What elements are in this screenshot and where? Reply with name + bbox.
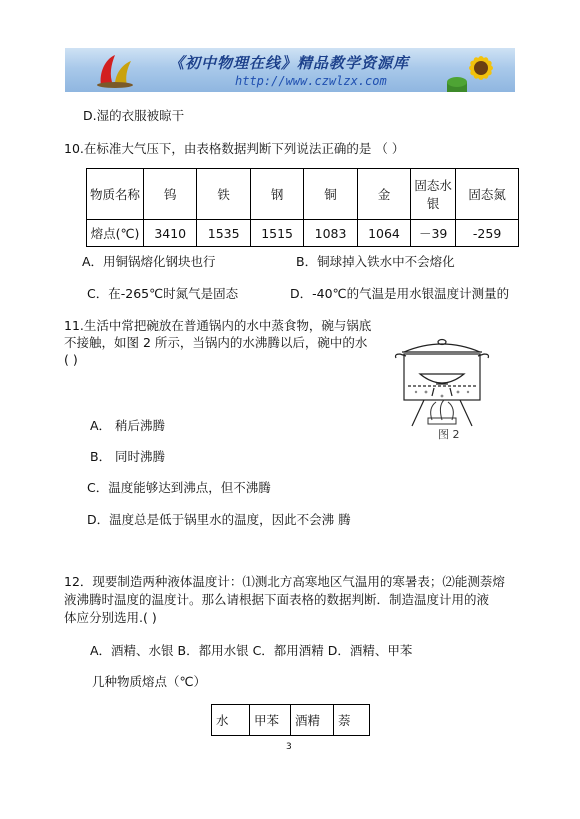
- q11-stem-line3: ( ): [64, 352, 78, 367]
- q10-stem: 10.在标准大气压下，由表格数据判断下列说法正确的是 （ ）: [64, 141, 405, 156]
- q11-option-d: D．温度总是低于锅里水的温度，因此不会沸 腾: [87, 512, 351, 527]
- q10-melting-point-table: [86, 168, 519, 247]
- table-cell: 固态水银: [411, 169, 456, 220]
- header-banner: [65, 48, 515, 92]
- table-cell: 甲苯: [250, 705, 291, 736]
- table-cell: 熔点(℃): [87, 220, 144, 247]
- q11-option-a: A． 稍后沸腾: [90, 418, 166, 433]
- q11-option-c: C．温度能够达到沸点，但不沸腾: [87, 480, 271, 495]
- table-cell: 钨: [144, 169, 197, 220]
- page-number: 3: [286, 742, 292, 752]
- q12-stem-line2: 液沸腾时温度的温度计。那么请根据下面表格的数据判断．制造温度计用的液: [64, 592, 490, 607]
- sunflower-icon: [447, 48, 513, 92]
- header-title: 《初中物理在线》精品教学资源库: [169, 54, 410, 72]
- site-logo-icon: [95, 51, 137, 89]
- table-cell: 铜: [304, 169, 357, 220]
- table-cell: 水: [212, 705, 250, 736]
- table-cell: 固态氮: [456, 169, 519, 220]
- table-row: [87, 220, 519, 247]
- figure-caption: 图 2: [438, 428, 460, 441]
- table-cell: -259: [456, 220, 519, 247]
- table-cell: 酒精: [291, 705, 334, 736]
- table-cell: 3410: [144, 220, 197, 247]
- table-cell: 物质名称: [87, 169, 144, 220]
- q10-option-b: B．铜球掉入铁水中不会熔化: [296, 254, 455, 269]
- table-cell: －39: [411, 220, 456, 247]
- figure-2: [392, 330, 492, 442]
- table-header-row: [87, 169, 519, 220]
- q10-option-c: C．在-265℃时氮气是固态: [87, 286, 239, 301]
- q10-option-a: A．用铜锅熔化钢块也行: [82, 254, 216, 269]
- q12-stem-line3: 体应分别选用.( ): [64, 610, 157, 625]
- q12-melting-point-table: [211, 704, 370, 736]
- q11-option-b: B． 同时沸腾: [90, 449, 166, 464]
- table-cell: 1083: [304, 220, 357, 247]
- table-cell: 钢: [250, 169, 303, 220]
- q12-options: A．酒精、水银 B．都用水银 C．都用酒精 D．酒精、甲苯: [90, 643, 413, 658]
- q11-stem-line2: 不接触，如图 2 所示，当锅内的水沸腾以后，碗中的水: [64, 335, 368, 350]
- q11-stem-line1: 11.生活中常把碗放在普通锅内的水中蒸食物，碗与锅底: [64, 318, 372, 333]
- table-cell: 金: [357, 169, 410, 220]
- q12-table-title: 几种物质熔点（℃）: [92, 674, 207, 689]
- table-cell: 1064: [357, 220, 410, 247]
- q12-stem-line1: 12．现要制造两种液体温度计：⑴测北方高寒地区气温用的寒暑表；⑵能测萘熔: [64, 574, 505, 589]
- table-cell: 1515: [250, 220, 303, 247]
- q10-option-d: D．-40℃的气温是用水银温度计测量的: [290, 286, 510, 301]
- table-header-row: [212, 705, 370, 736]
- q9-option-d: D.湿的衣服被晾干: [83, 108, 185, 123]
- table-cell: 萘: [334, 705, 370, 736]
- header-url: http://www.czwlzx.com: [235, 74, 387, 88]
- table-cell: 1535: [197, 220, 250, 247]
- table-cell: 铁: [197, 169, 250, 220]
